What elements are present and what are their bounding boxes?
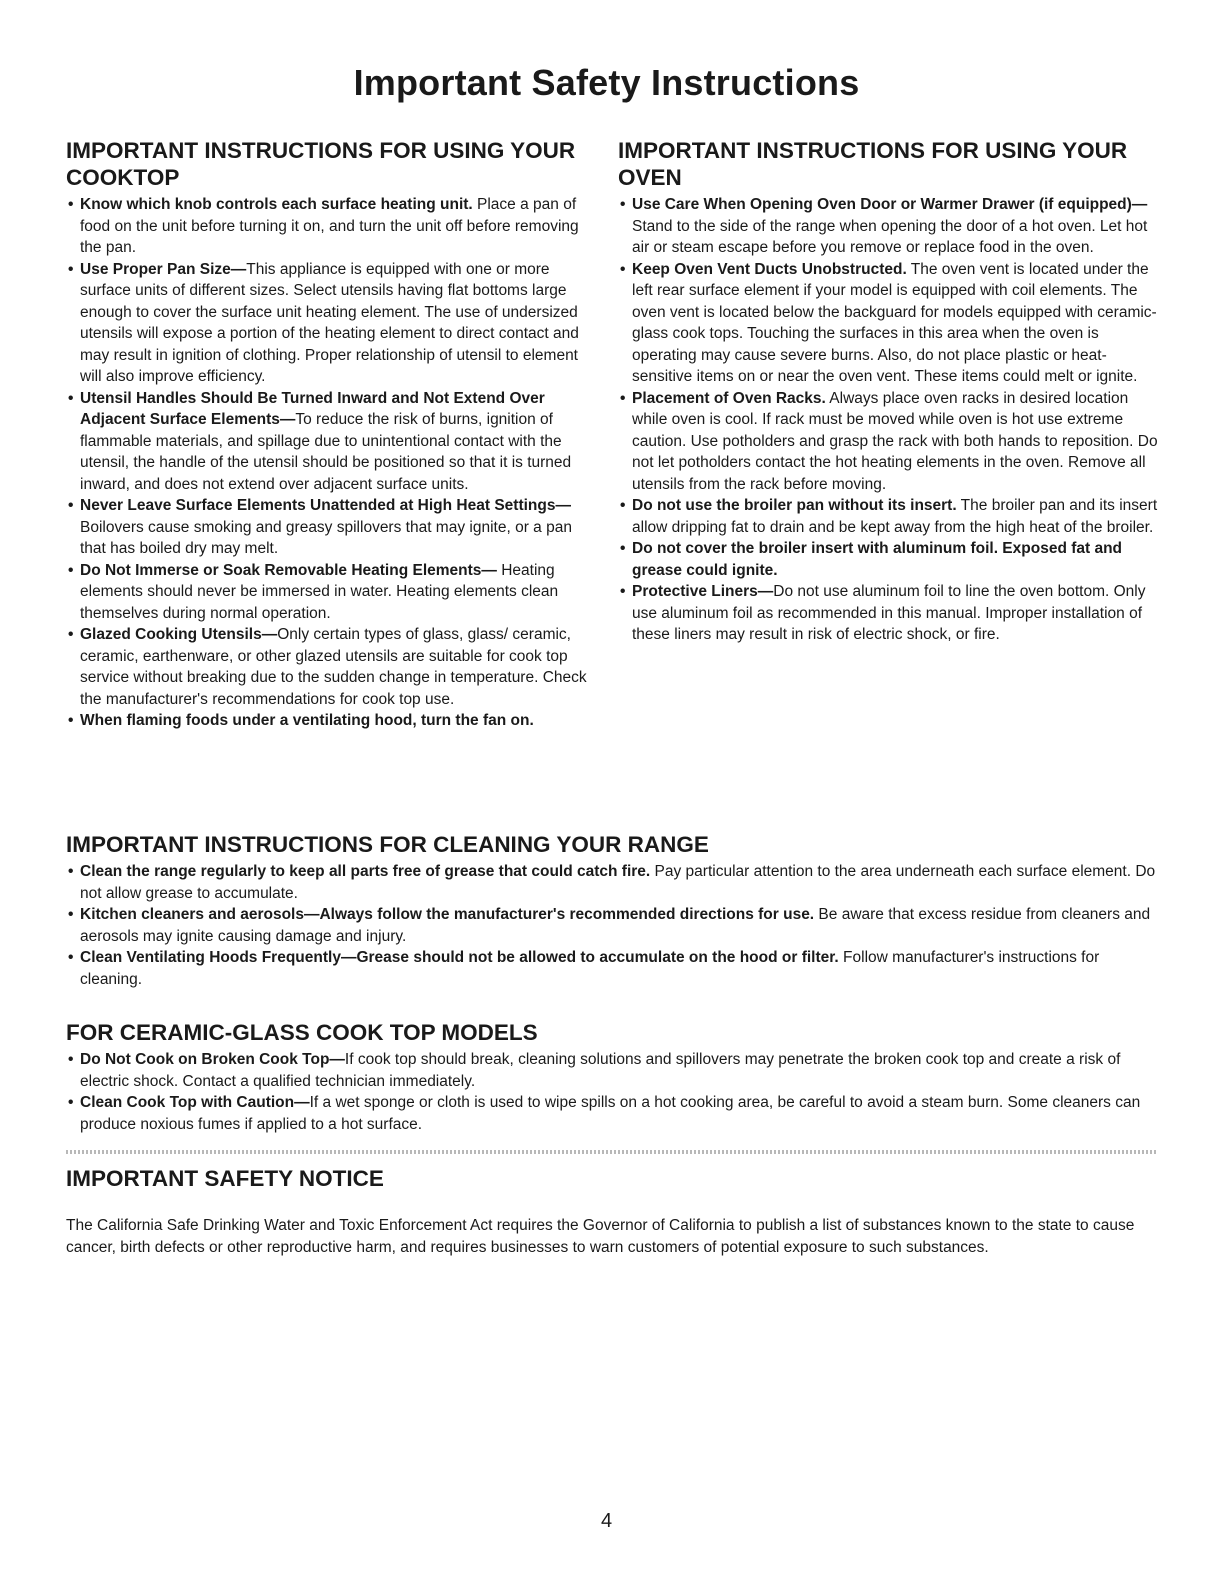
ceramic-list <box>66 1049 1156 1135</box>
list-item <box>618 495 1158 538</box>
item-lead: Placement of Oven Racks. <box>632 389 826 407</box>
list-item <box>66 1049 1156 1092</box>
item-text: Do not use aluminum foil to line the oven bottom. Only use aluminum foil as recommended in this manual. Improper installation of these liners may result in risk of electric shock, or fire. <box>632 583 1146 643</box>
item-text: Place a pan of food on the unit before turning it on, and turn the unit off before removing the pan. <box>80 196 579 256</box>
item-text: The broiler pan and its insert allow dripping fat to drain and be kept away from the high heat of the broiler. <box>632 497 1158 536</box>
section-divider <box>66 1150 1156 1154</box>
list-item <box>66 904 1156 947</box>
item-text: Follow manufacturer's instructions for cleaning. <box>80 949 1100 988</box>
oven-section <box>618 137 1158 646</box>
cooktop-list <box>66 194 596 732</box>
list-item <box>618 194 1158 259</box>
item-text: Boilovers cause smoking and greasy spillovers that may ignite, or a pan that has boiled dry may melt. <box>80 518 572 557</box>
item-lead: Clean Cook Top with Caution— <box>80 1094 310 1111</box>
item-text: This appliance is equipped with one or more surface units of different sizes. Select utensils having flat bottoms large enough to cover the surface unit heating element. The use of undersized utensils will expose a portion of the heating element to direct contact and may result in ignition of clothing. Proper relationship of utensil to element will also improve efficiency. <box>80 260 579 385</box>
notice-heading: IMPORTANT SAFETY NOTICE <box>66 1166 384 1191</box>
item-lead: Do not cover the broiler insert with aluminum foil. Exposed fat and grease could ignite. <box>632 540 1123 579</box>
item-lead: Use Proper Pan Size— <box>80 260 247 278</box>
list-item <box>66 259 596 388</box>
item-lead: Clean the range regularly to keep all parts free of grease that could catch fire. <box>80 863 651 880</box>
item-text: Only certain types of glass, glass/ ceramic, ceramic, earthenware, or other glazed utensils are suitable for cook top service without breaking due to the sudden change in temperature. Check the manufacturer's recommendations for cook top use. <box>80 626 587 708</box>
list-item <box>66 495 596 560</box>
item-text: If a wet sponge or cloth is used to wipe spills on a hot cooking area, be careful to avoid a steam burn. Some cleaners can produce noxious fumes if applied to a hot surface. <box>80 1094 1141 1133</box>
list-item <box>618 388 1158 496</box>
ceramic-section <box>66 1019 1156 1135</box>
item-lead: Use Care When Opening Oven Door or Warmer Drawer (if equipped)— <box>632 196 1148 213</box>
cleaning-list <box>66 861 1156 990</box>
list-item <box>66 947 1156 990</box>
page-title: Important Safety Instructions <box>353 62 860 103</box>
item-lead: Do not use the broiler pan without its insert. <box>632 497 957 514</box>
list-item <box>618 581 1158 646</box>
item-lead: Keep Oven Vent Ducts Unobstructed. <box>632 260 907 278</box>
list-item <box>66 710 596 732</box>
item-lead: Utensil Handles Should Be Turned Inward and Not Extend Over Adjacent Surface Elements— <box>80 389 545 428</box>
item-lead: Do Not Cook on Broken Cook Top— <box>80 1051 345 1068</box>
list-item <box>618 538 1158 581</box>
cooktop-heading: IMPORTANT INSTRUCTIONS FOR USING YOUR COOKTOP <box>66 138 576 190</box>
list-item <box>618 259 1158 388</box>
notice-body: The California Safe Drinking Water and Toxic Enforcement Act requires the Governor of California to publish a list of substances known to the state to cause cancer, birth defects or other reproductive harm, and requires businesses to warn customers of potential exposure to such substances. <box>66 1217 1135 1256</box>
item-text: Be aware that excess residue from cleaners and aerosols may ignite causing damage and injury. <box>80 906 1151 945</box>
cooktop-section <box>66 137 596 732</box>
item-text: Heating elements should never be immersed in water. Heating elements clean themselves during normal operation. <box>80 561 559 622</box>
list-item <box>66 194 596 259</box>
list-item <box>66 624 596 710</box>
item-text: Always place oven racks in desired location while oven is cool. If rack must be moved while oven is hot use extreme caution. Use potholders and grasp the rack with both hands to reposition. Do not let potholders contact the hot heating elements in the oven. Remove all utensils from the rack before moving. <box>632 389 1158 493</box>
list-item <box>66 388 596 496</box>
item-text: To reduce the risk of burns, ignition of flammable materials, and spillage due to unintentional contact with the utensil, the handle of the utensil should be positioned so that it is turned inward, and does not extend over adjacent surface units. <box>80 411 572 493</box>
item-lead: Clean Ventilating Hoods Frequently—Grease should not be allowed to accumulate on the hood or filter. <box>80 949 839 966</box>
item-lead: Never Leave Surface Elements Unattended at High Heat Settings— <box>80 497 571 514</box>
item-lead: Protective Liners— <box>632 583 774 600</box>
list-item <box>66 1092 1156 1135</box>
item-text: Pay particular attention to the area underneath each surface element. Do not allow grease to accumulate. <box>80 863 1156 902</box>
oven-heading: IMPORTANT INSTRUCTIONS FOR USING YOUR OVEN <box>618 138 1128 190</box>
ceramic-heading: FOR CERAMIC-GLASS COOK TOP MODELS <box>66 1020 538 1045</box>
cleaning-section <box>66 831 1156 990</box>
oven-list <box>618 194 1158 646</box>
cleaning-heading: IMPORTANT INSTRUCTIONS FOR CLEANING YOUR RANGE <box>66 832 709 857</box>
item-lead: When flaming foods under a ventilating hood, turn the fan on. <box>80 712 534 729</box>
item-text: If cook top should break, cleaning solutions and spillovers may penetrate the broken cook top and create a risk of electric shock. Contact a qualified technician immediately. <box>80 1051 1121 1090</box>
list-item <box>66 861 1156 904</box>
item-lead: Kitchen cleaners and aerosols—Always follow the manufacturer's recommended directions for use. <box>80 906 815 923</box>
list-item <box>66 560 596 625</box>
item-lead: Do Not Immerse or Soak Removable Heating Elements— <box>80 561 497 579</box>
item-text: Stand to the side of the range when opening the door of a hot oven. Let hot air or steam escape before you remove or replace food in the oven. <box>632 217 1148 256</box>
item-text: The oven vent is located under the left rear surface element if your model is equipped with coil elements. The oven vent is located below the backguard for models equipped with ceramic-glass cook tops. Touching the surfaces in this area when the oven is operating may cause severe burns. Also, do not place plastic or heat-sensitive items on or near the oven vent. These items could melt or ignite. <box>632 260 1157 385</box>
page-number: 4 <box>600 1510 613 1532</box>
item-lead: Know which knob controls each surface heating unit. <box>80 196 473 213</box>
item-lead: Glazed Cooking Utensils— <box>80 626 278 643</box>
